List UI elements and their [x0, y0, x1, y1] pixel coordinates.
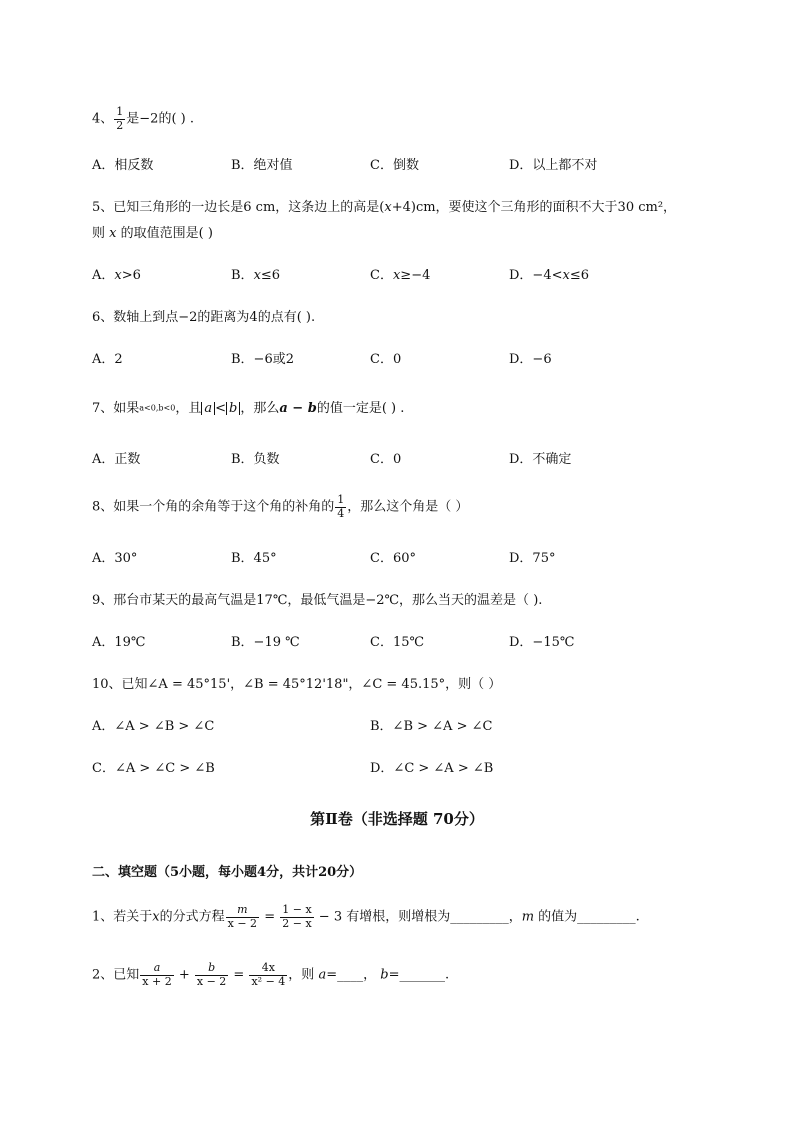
q5-option-d: D．−4<x≤6: [509, 268, 589, 283]
fraction-one-quarter: $\frac{1}{4}$: [337, 493, 345, 520]
fraction-a-over-x-plus-2: $\frac{a}{x + 2}$: [142, 961, 172, 988]
condition-text: a<0,b<0: [139, 403, 176, 413]
section-2-title: 第Ⅱ卷（非选择题 70分）: [310, 810, 484, 828]
question-5-line-1: 5、已知三角形的一边长是6 cm，这条边上的高是(x+4)cm，要使这个三角形的面积不大于30 cm²，: [92, 200, 677, 215]
abs-b: b: [226, 402, 240, 415]
fraction-b-over-x-minus-2: $\frac{b}{x - 2}$: [196, 961, 227, 988]
q4-option-a: A．相反数: [92, 158, 154, 173]
q10-option-a: A．∠A > ∠B > ∠C: [92, 719, 215, 734]
question-4: [92, 106, 194, 132]
question-8: 8、如果一个角的余角等于这个角的补角的 $\frac{1}{4}$ ，那么这个角是（ ）: [92, 493, 469, 520]
q9-option-d: D．−15℃: [509, 635, 575, 650]
q4-option-b: B．绝对值: [231, 158, 293, 173]
fraction-4x-over-x2-minus-4: $\frac{4x}{\text{x² − 4}}$: [251, 961, 286, 988]
q6-option-c: C．0: [370, 352, 402, 367]
question-9: 9、邢台市某天的最高气温是17℃，最低气温是−2℃，那么当天的温差是（ ).: [92, 593, 543, 608]
fill-in-part-title: 二、填空题（5小题，每小题4分，共计20分）: [92, 865, 363, 880]
q10-option-d: D．∠C > ∠A > ∠B: [370, 761, 494, 776]
q10-option-c: C．∠A > ∠C > ∠B: [92, 761, 215, 776]
q5-option-a: A．x>6: [92, 268, 141, 283]
question-number: 4、: [92, 111, 114, 127]
fraction-1-minus-x-over-2-minus-x: $\frac{1 - x}{2 - x}$: [282, 903, 312, 930]
fraction-m-over-x-minus-2: $\frac{m}{x - 2}$: [227, 903, 258, 930]
fraction-one-half: $\frac{1}{2}$: [116, 105, 124, 132]
q7-option-b: B．负数: [231, 452, 280, 467]
fill-question-1: 1、若关于x的分式方程 $\frac{m}{x - 2}$ = $\frac{1 - x}{2 - x}$ − 3 有增根，则增根为_________，m 的值为_________.: [92, 903, 640, 930]
q6-option-d: D．−6: [509, 352, 552, 367]
q6-option-b: B．−6或2: [231, 352, 294, 367]
q8-option-d: D．75°: [509, 551, 556, 566]
q7-option-a: A．正数: [92, 452, 141, 467]
abs-a: a: [201, 402, 215, 415]
q8-option-c: C．60°: [370, 551, 416, 566]
q5-option-b: B．x≤6: [231, 268, 281, 283]
q6-option-a: A．2: [92, 352, 123, 367]
q7-option-d: D．不确定: [509, 452, 572, 467]
q9-option-a: A．19℃: [92, 635, 146, 650]
question-text: 是−2的( ) .: [126, 111, 194, 127]
q10-option-b: B．∠B > ∠A > ∠C: [370, 719, 493, 734]
q4-option-c: C．倒数: [370, 158, 419, 173]
question-6: 6、数轴上到点−2的距离为4的点有( ).: [92, 310, 316, 325]
q5-option-c: C．x≥−4: [370, 268, 431, 283]
question-10: 10、已知∠A = 45°15'，∠B = 45°12'18"，∠C = 45.15°，则（ ）: [92, 677, 502, 692]
fill-question-2: 2、已知 $\frac{a}{x + 2}$ + $\frac{b}{x - 2}$ = $\frac{4x}{\text{x² − 4}}$ ，则 a=____， b=_______.: [92, 961, 450, 988]
question-5-line-2: 则 x 的取值范围是( ): [92, 226, 213, 241]
q9-option-c: C．15℃: [370, 635, 425, 650]
q9-option-b: B．−19 ℃: [231, 635, 300, 650]
q7-option-c: C．0: [370, 452, 402, 467]
expression: a − b: [279, 401, 317, 416]
q4-option-d: D．以上都不对: [509, 158, 598, 173]
q8-option-a: A．30°: [92, 551, 138, 566]
q8-option-b: B．45°: [231, 551, 277, 566]
question-7: 7、如果a<0,b<0，且 a < b ，那么a − b的值一定是( ) .: [92, 401, 405, 416]
